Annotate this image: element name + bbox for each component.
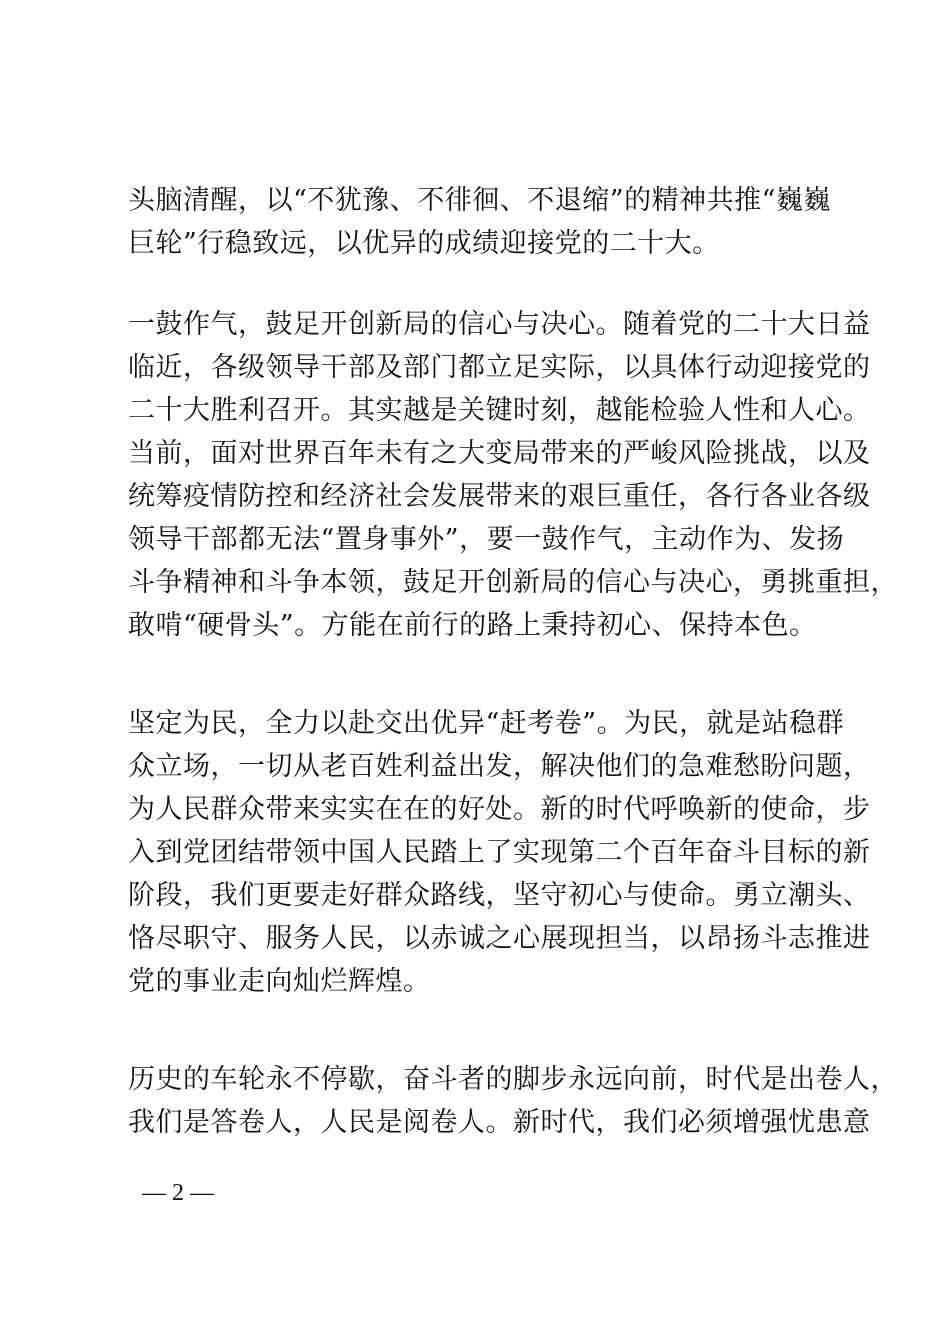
text-line: 统筹疫情防控和经济社会发展带来的艰巨重任，各行各业各级	[128, 481, 871, 512]
paragraph-2	[128, 303, 898, 647]
text-line: 众立场，一切从老百姓利益出发，解决他们的急难愁盼问题，	[128, 751, 871, 782]
text-line: 一鼓作气，鼓足开创新局的信心与决心。随着党的二十大日益	[128, 309, 871, 340]
paragraph-1	[128, 179, 832, 265]
text-line: 我们是答卷人，人民是阅卷人。新时代，我们必须增强忧患意	[128, 1107, 871, 1138]
text-line: 当前，面对世界百年未有之大变局带来的严峻风险挑战，以及	[128, 438, 871, 469]
text-line: 坚定为民，全力以赴交出优异“赶考卷”。为民，就是站稳群	[128, 708, 845, 739]
text-line: 阶段，我们更要走好群众路线，坚守初心与使命。勇立潮头、	[128, 880, 871, 911]
page-number: — 2 —	[142, 1180, 214, 1206]
text-line: 历史的车轮永不停歇，奋斗者的脚步永远向前，时代是出卷人，	[128, 1064, 898, 1095]
paragraph-4	[128, 1058, 898, 1144]
text-line: 党的事业走向灿烂辉煌。	[128, 966, 431, 997]
text-line: 敢啃“硬骨头”。方能在前行的路上秉持初心、保持本色。	[128, 610, 817, 641]
text-line: 为人民群众带来实实在在的好处。新的时代呼唤新的使命，步	[128, 794, 871, 825]
text-line: 斗争精神和斗争本领，鼓足开创新局的信心与决心，勇挑重担，	[128, 567, 898, 598]
text-line: 恪尽职守、服务人民，以赤诚之心展现担当，以昂扬斗志推进	[128, 923, 871, 954]
text-line: 二十大胜利召开。其实越是关键时刻，越能检验人性和人心。	[128, 395, 871, 426]
text-line: 头脑清醒，以“不犹豫、不徘徊、不退缩”的精神共推“巍巍	[128, 185, 831, 216]
text-line: 入到党团结带领中国人民踏上了实现第二个百年奋斗目标的新	[128, 837, 871, 868]
text-line: 领导干部都无法“置身事外”，要一鼓作气，主动作为、发扬	[128, 524, 845, 555]
text-line: 临近，各级领导干部及部门都立足实际，以具体行动迎接党的	[128, 352, 871, 383]
paragraph-3	[128, 702, 871, 1003]
text-line: 巨轮”行稳致远，以优异的成绩迎接党的二十大。	[128, 228, 720, 259]
